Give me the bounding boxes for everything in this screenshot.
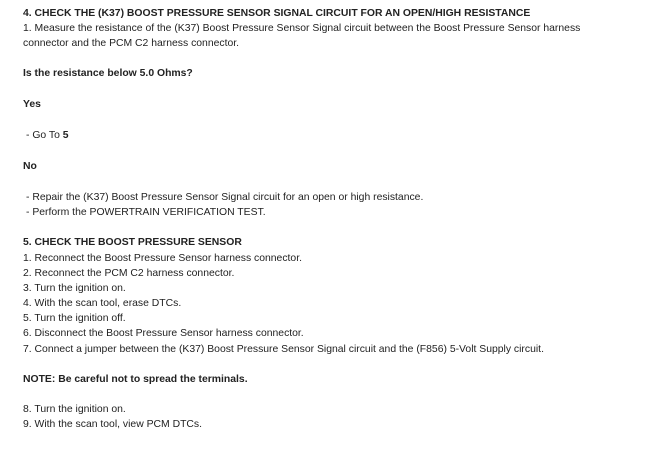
section-5-step: 3. Turn the ignition on. — [23, 283, 126, 294]
yes-label: Yes — [23, 99, 41, 110]
yes-action — [26, 129, 69, 142]
section-5-step: 4. With the scan tool, erase DTCs. — [23, 298, 182, 309]
section-4-question: Is the resistance below 5.0 Ohms? — [23, 68, 193, 79]
no-action-verification: - Perform the POWERTRAIN VERIFICATION TEST. — [26, 207, 266, 218]
no-action-repair: - Repair the (K37) Boost Pressure Sensor Signal circuit for an open or high resistance. — [26, 192, 424, 203]
section-4-heading: 4. CHECK THE (K37) BOOST PRESSURE SENSOR SIGNAL CIRCUIT FOR AN OPEN/HIGH RESISTANCE — [23, 8, 531, 19]
no-label: No — [23, 161, 37, 172]
section-4-step-1-line-2: connector and the PCM C2 harness connector. — [23, 38, 240, 49]
section-5-step: 7. Connect a jumper between the (K37) Boost Pressure Sensor Signal circuit and the (F856) 5-Volt Supply circuit. — [23, 344, 544, 355]
section-5-step: 2. Reconnect the PCM C2 harness connector. — [23, 268, 235, 279]
section-5-step: 1. Reconnect the Boost Pressure Sensor harness connector. — [23, 253, 302, 264]
section-4-step-1-line-1: 1. Measure the resistance of the (K37) Boost Pressure Sensor Signal circuit between the Boost Pressure Sensor harness — [23, 23, 581, 34]
section-5-step: 6. Disconnect the Boost Pressure Sensor harness connector. — [23, 328, 304, 339]
section-5-step: 9. With the scan tool, view PCM DTCs. — [23, 419, 203, 430]
note-text: NOTE: Be careful not to spread the terminals. — [23, 374, 248, 385]
section-5-heading: 5. CHECK THE BOOST PRESSURE SENSOR — [23, 237, 242, 248]
yes-action-prefix: - Go To — [26, 130, 63, 141]
section-5-step: 8. Turn the ignition on. — [23, 404, 126, 415]
section-5-step: 5. Turn the ignition off. — [23, 313, 126, 324]
go-to-step-link[interactable]: 5 — [62, 130, 69, 141]
